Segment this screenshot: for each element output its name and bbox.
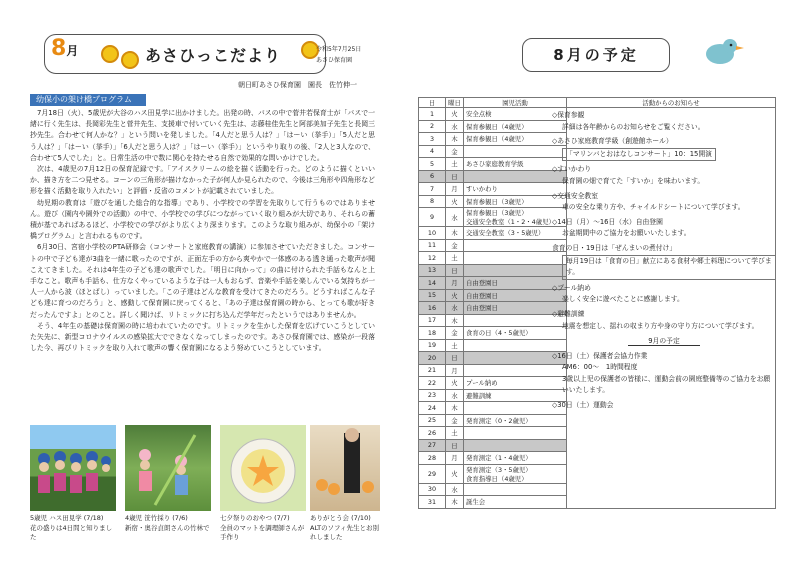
weekday-cell: 金 xyxy=(446,239,464,252)
activity-line: 発育測定（1・4歳児） xyxy=(466,454,532,463)
weekday-cell: 日 xyxy=(446,170,464,183)
notice-heading: ◇避難訓練 xyxy=(552,309,585,318)
month-number: 8月 xyxy=(51,36,79,61)
notice-heading: ◇14日（月）～16日（水）自由登園 xyxy=(552,217,663,226)
notice-heading: ◇16日（土）保護者会協力作業 xyxy=(552,351,648,360)
weekday-cell: 火 xyxy=(446,464,464,483)
photo-caption: 5歳児 ハス田見学 (7/18) 花の盛りは4日間と知りました xyxy=(30,514,113,541)
day-cell: 13 xyxy=(419,264,446,277)
weekday-cell: 金 xyxy=(446,414,464,427)
notice-heading: ◇交通安全教室 xyxy=(552,191,599,200)
right-page xyxy=(400,0,797,564)
weekday-cell: 木 xyxy=(446,496,464,509)
notice-heading: 食育の日・19日は「ぜんまいの煮付け」 xyxy=(552,243,677,252)
day-cell: 6 xyxy=(419,170,446,183)
activity-cell xyxy=(464,464,567,483)
weekday-cell: 日 xyxy=(446,264,464,277)
activity-line: 避難訓練 xyxy=(466,391,492,400)
weekday-cell: 木 xyxy=(446,133,464,146)
activity-line: 保育参観日（4歳児） xyxy=(466,135,528,144)
day-cell: 4 xyxy=(419,145,446,158)
activity-line: 自由登園日 xyxy=(466,304,498,313)
photo-bamboo xyxy=(125,425,211,511)
sunflower-icon xyxy=(101,45,119,63)
activity-line: 自由登園日 xyxy=(466,279,498,288)
notice-text: 詳細は各年齢からのお知らせをご覧ください。 xyxy=(562,122,705,131)
weekday-cell: 火 xyxy=(446,289,464,302)
activity-line: 誕生会 xyxy=(466,498,486,507)
weekday-cell: 土 xyxy=(446,158,464,171)
activity-line: プール納め xyxy=(466,379,498,388)
notice-heading: ◇あさひ家庭教育学級（創遊館ホール） xyxy=(552,137,673,146)
notice-heading: ◇保育参観 xyxy=(552,111,585,119)
byline: 朝日町あさひ保育園 園長 佐竹伸一 xyxy=(238,81,357,89)
day-cell: 19 xyxy=(419,339,446,352)
day-cell: 26 xyxy=(419,427,446,440)
day-cell: 23 xyxy=(419,389,446,402)
activity-line: 安全点検 xyxy=(466,110,492,119)
paragraph: そう、4年生の基礎は保育園の時に培われていたのです。リトミックを生かした保育を広げていこうとしていた矢先に、新型コロナウイルスの感染拡大でできなくなってしまったのです。あさひ保育園では、感染が一段落した今、再びリトミックを取り入れて歌声の響く保育園になるよう努めていこうとしています。 xyxy=(30,321,375,353)
weekday-cell: 土 xyxy=(446,252,464,265)
day-cell: 2 xyxy=(419,120,446,133)
activity-cell xyxy=(464,452,567,465)
day-cell: 24 xyxy=(419,402,446,415)
activity-line: あさひ家庭教育学級 xyxy=(466,160,524,169)
activity-cell xyxy=(464,496,567,509)
sunflower-icon xyxy=(121,51,139,69)
photo-tanabata-snack xyxy=(220,425,306,511)
september-heading: 9月の予定 xyxy=(628,337,700,346)
photo-lotus-field xyxy=(30,425,116,511)
day-cell: 8 xyxy=(419,195,446,208)
weekday-cell: 木 xyxy=(446,314,464,327)
header-weekday: 曜日 xyxy=(446,98,464,108)
day-cell: 16 xyxy=(419,302,446,315)
activity-line: 発育測定（3・5歳児） xyxy=(466,465,532,474)
day-cell: 12 xyxy=(419,252,446,265)
weekday-cell: 水 xyxy=(446,208,464,227)
day-cell: 17 xyxy=(419,314,446,327)
day-cell: 1 xyxy=(419,108,446,121)
weekday-cell: 金 xyxy=(446,327,464,340)
day-cell: 9 xyxy=(419,208,446,227)
paragraph: 幼児期の教育は「遊びを通した総合的な指導」であり、小学校での学習を先取りして行うものではありません。遊び（園内や園外での活動）の中で、小学校での学びにつながっていく取り組みが大切であり、それらの蓄積が基であればあるほど、小学校での学びがより広くより深まります。このような取り組みが、幼保小の「架け橋プログラム」と言われるものです。 xyxy=(30,198,375,241)
activity-line: 食育指導日（4歳児） xyxy=(466,474,528,483)
activity-cell xyxy=(464,483,567,496)
day-cell: 27 xyxy=(419,439,446,452)
notice-text: 楽しく安全に遊べたことに感謝します。 xyxy=(562,295,684,304)
activity-line: 保育参観日（3歳児） xyxy=(466,209,528,217)
weekday-cell: 金 xyxy=(446,145,464,158)
day-cell: 10 xyxy=(419,227,446,240)
weekday-cell: 火 xyxy=(446,195,464,208)
day-cell: 21 xyxy=(419,364,446,377)
notices-column xyxy=(552,107,776,412)
weekday-cell: 火 xyxy=(446,377,464,390)
notice-text: 3歳以上児の保護者の皆様に、運動会前の園庭整備等のご協力をお願いいたします。 xyxy=(562,374,771,395)
photo-thanks-party xyxy=(310,425,380,511)
activity-cell xyxy=(464,427,567,440)
photo-caption: ありがとう会 (7/10) ALTのソフィ先生とお別れしました xyxy=(310,514,379,541)
article-body xyxy=(30,108,375,354)
day-cell: 20 xyxy=(419,352,446,365)
header-day: 日 xyxy=(419,98,446,108)
day-cell: 7 xyxy=(419,183,446,196)
weekday-cell: 水 xyxy=(446,389,464,402)
weekday-cell: 木 xyxy=(446,402,464,415)
activity-line: 保育参観日（3歳児） xyxy=(466,197,528,206)
left-page xyxy=(0,0,398,564)
notice-heading: ◇プール納め xyxy=(552,283,591,292)
activity-line: すいかわり xyxy=(466,185,498,194)
notice-text: 毎月19日は「食育の日」献立にある食材や郷土料理について学びます。 xyxy=(562,255,776,280)
day-cell: 11 xyxy=(419,239,446,252)
activity-line: 保育参観日（4歳児） xyxy=(466,122,528,131)
header-activities: 園児活動 xyxy=(464,98,567,108)
newsletter-header xyxy=(44,34,326,74)
activity-cell xyxy=(464,414,567,427)
activity-line: 食育の日（4・5歳児） xyxy=(466,329,532,338)
weekday-cell: 土 xyxy=(446,339,464,352)
schedule-title: 8月の予定 xyxy=(522,38,670,72)
weekday-cell: 水 xyxy=(446,120,464,133)
weekday-cell: 月 xyxy=(446,277,464,290)
day-cell: 3 xyxy=(419,133,446,146)
photo-caption: 4歳児 笹竹採り (7/6) 新宿・奥谷貞朗さんの竹林で xyxy=(125,514,210,532)
notice-text: 地震を想定し、揺れの収まり方や身の守り方について学びます。 xyxy=(562,321,759,330)
weekday-cell: 月 xyxy=(446,364,464,377)
day-cell: 18 xyxy=(419,327,446,340)
notice-text: 保育園の畑で育てた「すいか」を味わいます。 xyxy=(562,176,705,185)
weekday-cell: 火 xyxy=(446,108,464,121)
photo-caption: 七夕祭りのおやつ (7/7) 全員のマットを調理師さんが手作り xyxy=(220,514,305,541)
notice-text: 車の安全な乗り方や、チャイルドシートについて学びます。 xyxy=(562,203,745,212)
bird-icon xyxy=(700,34,744,68)
day-cell: 5 xyxy=(419,158,446,171)
paragraph: 6月30日、宮宿小学校のPTA研修会（コンサートと家庭教育の講演）に参加させていただきました。コンサートの中で子ども達が3曲を一緒に歌ったのですが、正面左手の方から爽やかで一体感のある透き通った歌声が聞こえてきました。それは4年生の子ども達の歌声でした。「明日に向かって」の曲に付けられた手話もなんと上手なこと。歌声も手話も、仕方なくやっているような子は一人もおらず、音楽や手話を楽しんでいる気持ちが一人一人から波（ほとばし）っていました。「この子達はどんな教育を受けてきたのだろう。どうすればこんな子ども達に育つのだろう」と、感動して保育園に戻ってくると、「あの子達は保育園の時から、とっても歌が好きだったんですよ」とのこと。詳しく聞けば、リトミックに打ち込んだ学年だったというではありませんか。 xyxy=(30,243,375,319)
weekday-cell: 木 xyxy=(446,227,464,240)
day-cell: 25 xyxy=(419,414,446,427)
day-cell: 28 xyxy=(419,452,446,465)
paragraph: 7月18日（火）、5歳児が大谷のハス田見学に出かけました。出発の時、バスの中で菅井若保育士が「バスで一緒に行く先生は、長岡彩先生と菅井先生、支援車で付いていく先生は、志藤桂佳先生と阿部美加子先生と長岡三抄先生。合わせて何人かな？」という問いを発しました。「4人だと思う人は？」「はーい（挙手）」「5人だと思う人は？」「はーい（挙手）」「6人だと思う人は？」「はーい（挙手）」というやり取りの後、「2人と3人なので、合わせて5人でした」と。日常生活の中で数に関心を持たせる自然で効果的な問いかけでした。 xyxy=(30,109,375,162)
weekday-cell: 日 xyxy=(446,352,464,365)
section-heading: 幼保小の架け橋プログラム xyxy=(30,94,146,106)
notice-text: お盆期間中のご協力をお願いいたします。 xyxy=(562,229,691,238)
photo-strip xyxy=(30,425,380,545)
day-cell: 14 xyxy=(419,277,446,290)
issue-date: 令和5年7月25日 あさひ保育園 xyxy=(316,46,362,64)
header-notices: 活動からのお知らせ xyxy=(567,98,776,108)
notice-text: AM6：00～ 1時間程度 xyxy=(562,363,638,372)
weekday-cell: 日 xyxy=(446,439,464,452)
activity-cell xyxy=(464,439,567,452)
activity-line: 自由登園日 xyxy=(466,291,498,300)
weekday-cell: 月 xyxy=(446,183,464,196)
notice-text: 「マリンバとおはなしコンサート」10：15開演 xyxy=(562,148,716,162)
day-cell: 30 xyxy=(419,483,446,496)
weekday-cell: 水 xyxy=(446,302,464,315)
day-cell: 29 xyxy=(419,464,446,483)
day-cell: 22 xyxy=(419,377,446,390)
paragraph: 次は、4歳児の7月12日の保育記録です。「アイスクリームの絵を描く活動を行った。どのように描くといいか、描き方を二つ見せる。コーンの三角形が描けなかった子が何人か見られたので、今後は三角形や四角形など形を描く活動を取り入れたい」と評価・反省のコメントが記載されていました。 xyxy=(30,165,375,196)
activity-line: 交通安全教室（3・5歳児） xyxy=(466,229,545,238)
activity-line: 発育測定（0・2歳児） xyxy=(466,416,532,425)
notice-heading: ◇30日（土）運動会 xyxy=(552,401,614,410)
day-cell: 15 xyxy=(419,289,446,302)
weekday-cell: 水 xyxy=(446,483,464,496)
newsletter-title: あさひっこだより xyxy=(145,46,282,65)
weekday-cell: 月 xyxy=(446,452,464,465)
day-cell: 31 xyxy=(419,496,446,509)
notice-heading: ◇すいかわり xyxy=(552,165,592,174)
activity-line: 交通安全教室（1・2・4歳児） xyxy=(466,218,555,226)
weekday-cell: 土 xyxy=(446,427,464,440)
